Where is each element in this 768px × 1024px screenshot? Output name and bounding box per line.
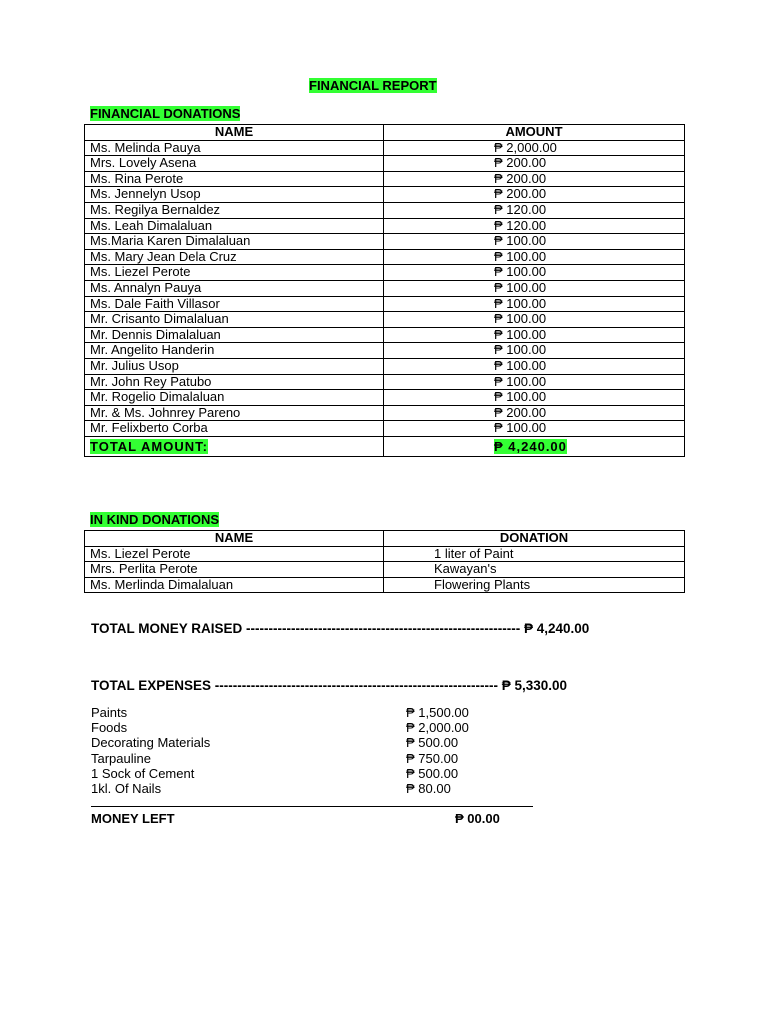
donation-amount: ₱ 100.00 bbox=[384, 374, 685, 390]
money-left-value: ₱ 00.00 bbox=[455, 811, 500, 826]
donor-name: Ms. Liezel Perote bbox=[85, 546, 384, 562]
expense-label: Decorating Materials bbox=[91, 735, 211, 751]
total-expenses: TOTAL EXPENSES --------------------------------------------------------------- ₱ 5,330.00 bbox=[91, 678, 568, 693]
expense-label: 1 Sock of Cement bbox=[91, 765, 195, 781]
table-row bbox=[85, 390, 685, 406]
table-row bbox=[85, 265, 685, 281]
table-row bbox=[85, 140, 685, 156]
column-header-amount: AMOUNT bbox=[384, 125, 685, 141]
column-header-donation: DONATION bbox=[384, 531, 685, 547]
donor-name: Mr. Rogelio Dimalaluan bbox=[85, 390, 384, 406]
total-row bbox=[85, 436, 685, 456]
table-row bbox=[85, 577, 685, 593]
donation-amount: ₱ 100.00 bbox=[384, 327, 685, 343]
donor-name: Ms. Melinda Pauya bbox=[85, 140, 384, 156]
table-row bbox=[85, 405, 685, 421]
total-amount-label: TOTAL AMOUNT: bbox=[90, 438, 208, 454]
donor-name: Ms. Jennelyn Usop bbox=[85, 187, 384, 203]
table-header-row bbox=[85, 125, 685, 141]
table-row bbox=[85, 546, 685, 562]
table-row bbox=[85, 202, 685, 218]
expense-label: Paints bbox=[91, 705, 128, 720]
table-row bbox=[85, 249, 685, 265]
expense-label: Foods bbox=[91, 720, 128, 736]
money-left-label: MONEY LEFT bbox=[91, 811, 175, 826]
donation-amount: ₱ 200.00 bbox=[384, 156, 685, 172]
table-row bbox=[85, 296, 685, 312]
donated-item: Flowering Plants bbox=[384, 577, 685, 593]
donation-amount: ₱ 120.00 bbox=[384, 218, 685, 234]
donation-amount: ₱ 200.00 bbox=[384, 187, 685, 203]
donation-amount: ₱ 100.00 bbox=[384, 280, 685, 296]
money-left-row bbox=[91, 811, 500, 826]
in-kind-donations-table bbox=[84, 530, 685, 593]
total-money-raised: TOTAL MONEY RAISED ------------------------------------------------------------- ₱ 4,240.00 bbox=[91, 621, 590, 636]
donation-amount: ₱ 100.00 bbox=[384, 343, 685, 359]
donation-amount: ₱ 200.00 bbox=[384, 405, 685, 421]
donor-name: Ms. Liezel Perote bbox=[85, 265, 384, 281]
donor-name: Mr. Crisanto Dimalaluan bbox=[85, 312, 384, 328]
table-row bbox=[85, 187, 685, 203]
donor-name: Ms. Mary Jean Dela Cruz bbox=[85, 249, 384, 265]
table-row bbox=[85, 343, 685, 359]
donor-name: Ms. Leah Dimalaluan bbox=[85, 218, 384, 234]
column-header-name: NAME bbox=[85, 125, 384, 141]
table-row bbox=[85, 280, 685, 296]
expense-label: 1kl. Of Nails bbox=[91, 780, 162, 796]
table-row bbox=[85, 327, 685, 343]
donation-amount: ₱ 100.00 bbox=[384, 234, 685, 250]
donation-amount: ₱ 100.00 bbox=[384, 249, 685, 265]
donor-name: Ms. Annalyn Pauya bbox=[85, 280, 384, 296]
table-row bbox=[85, 156, 685, 172]
donation-amount: ₱ 120.00 bbox=[384, 202, 685, 218]
donation-amount: ₱ 100.00 bbox=[384, 421, 685, 437]
total-amount-value: ₱ 4,240.00 bbox=[494, 438, 567, 454]
column-header-name: NAME bbox=[85, 531, 384, 547]
donation-amount: ₱ 100.00 bbox=[384, 265, 685, 281]
expense-amount: ₱ 500.00 bbox=[406, 765, 459, 781]
table-row bbox=[85, 312, 685, 328]
financial-donations-heading: FINANCIAL DONATIONS bbox=[90, 106, 241, 121]
table-row bbox=[85, 171, 685, 187]
donation-amount: ₱ 100.00 bbox=[384, 390, 685, 406]
donor-name: Mr. Dennis Dimalaluan bbox=[85, 327, 384, 343]
expense-amount: ₱ 2,000.00 bbox=[406, 720, 469, 736]
donor-name: Ms. Regilya Bernaldez bbox=[85, 202, 384, 218]
expense-amount: ₱ 1,500.00 bbox=[406, 705, 469, 720]
donor-name: Ms. Dale Faith Villasor bbox=[85, 296, 384, 312]
table-row bbox=[85, 218, 685, 234]
donation-amount: ₱ 200.00 bbox=[384, 171, 685, 187]
report-title: FINANCIAL REPORT bbox=[309, 78, 437, 93]
donor-name: Ms. Rina Perote bbox=[85, 171, 384, 187]
donor-name: Mr. Angelito Handerin bbox=[85, 343, 384, 359]
table-row bbox=[85, 374, 685, 390]
donor-name: Mr. Felixberto Corba bbox=[85, 421, 384, 437]
donor-name: Ms.Maria Karen Dimalaluan bbox=[85, 234, 384, 250]
table-header-row bbox=[85, 531, 685, 547]
donor-name: Ms. Merlinda Dimalaluan bbox=[85, 577, 384, 593]
table-row bbox=[85, 234, 685, 250]
financial-donations-table bbox=[84, 124, 685, 457]
expense-amount: ₱ 80.00 bbox=[406, 780, 451, 796]
table-row bbox=[85, 421, 685, 437]
expense-label: Tarpauline bbox=[91, 750, 151, 766]
donor-name: Mr. & Ms. Johnrey Pareno bbox=[85, 405, 384, 421]
table-row bbox=[85, 358, 685, 374]
donor-name: Mrs. Perlita Perote bbox=[85, 562, 384, 578]
donation-amount: ₱ 2,000.00 bbox=[384, 140, 685, 156]
donated-item: Kawayan's bbox=[384, 562, 685, 578]
donation-amount: ₱ 100.00 bbox=[384, 296, 685, 312]
expense-amount: ₱ 500.00 bbox=[406, 735, 459, 751]
divider-line bbox=[91, 806, 533, 807]
donation-amount: ₱ 100.00 bbox=[384, 358, 685, 374]
donated-item: 1 liter of Paint bbox=[384, 546, 685, 562]
table-row bbox=[85, 562, 685, 578]
donor-name: Mr. John Rey Patubo bbox=[85, 374, 384, 390]
in-kind-donations-heading: IN KIND DONATIONS bbox=[90, 512, 220, 527]
expense-amount: ₱ 750.00 bbox=[406, 750, 459, 766]
donor-name: Mrs. Lovely Asena bbox=[85, 156, 384, 172]
donation-amount: ₱ 100.00 bbox=[384, 312, 685, 328]
donor-name: Mr. Julius Usop bbox=[85, 358, 384, 374]
